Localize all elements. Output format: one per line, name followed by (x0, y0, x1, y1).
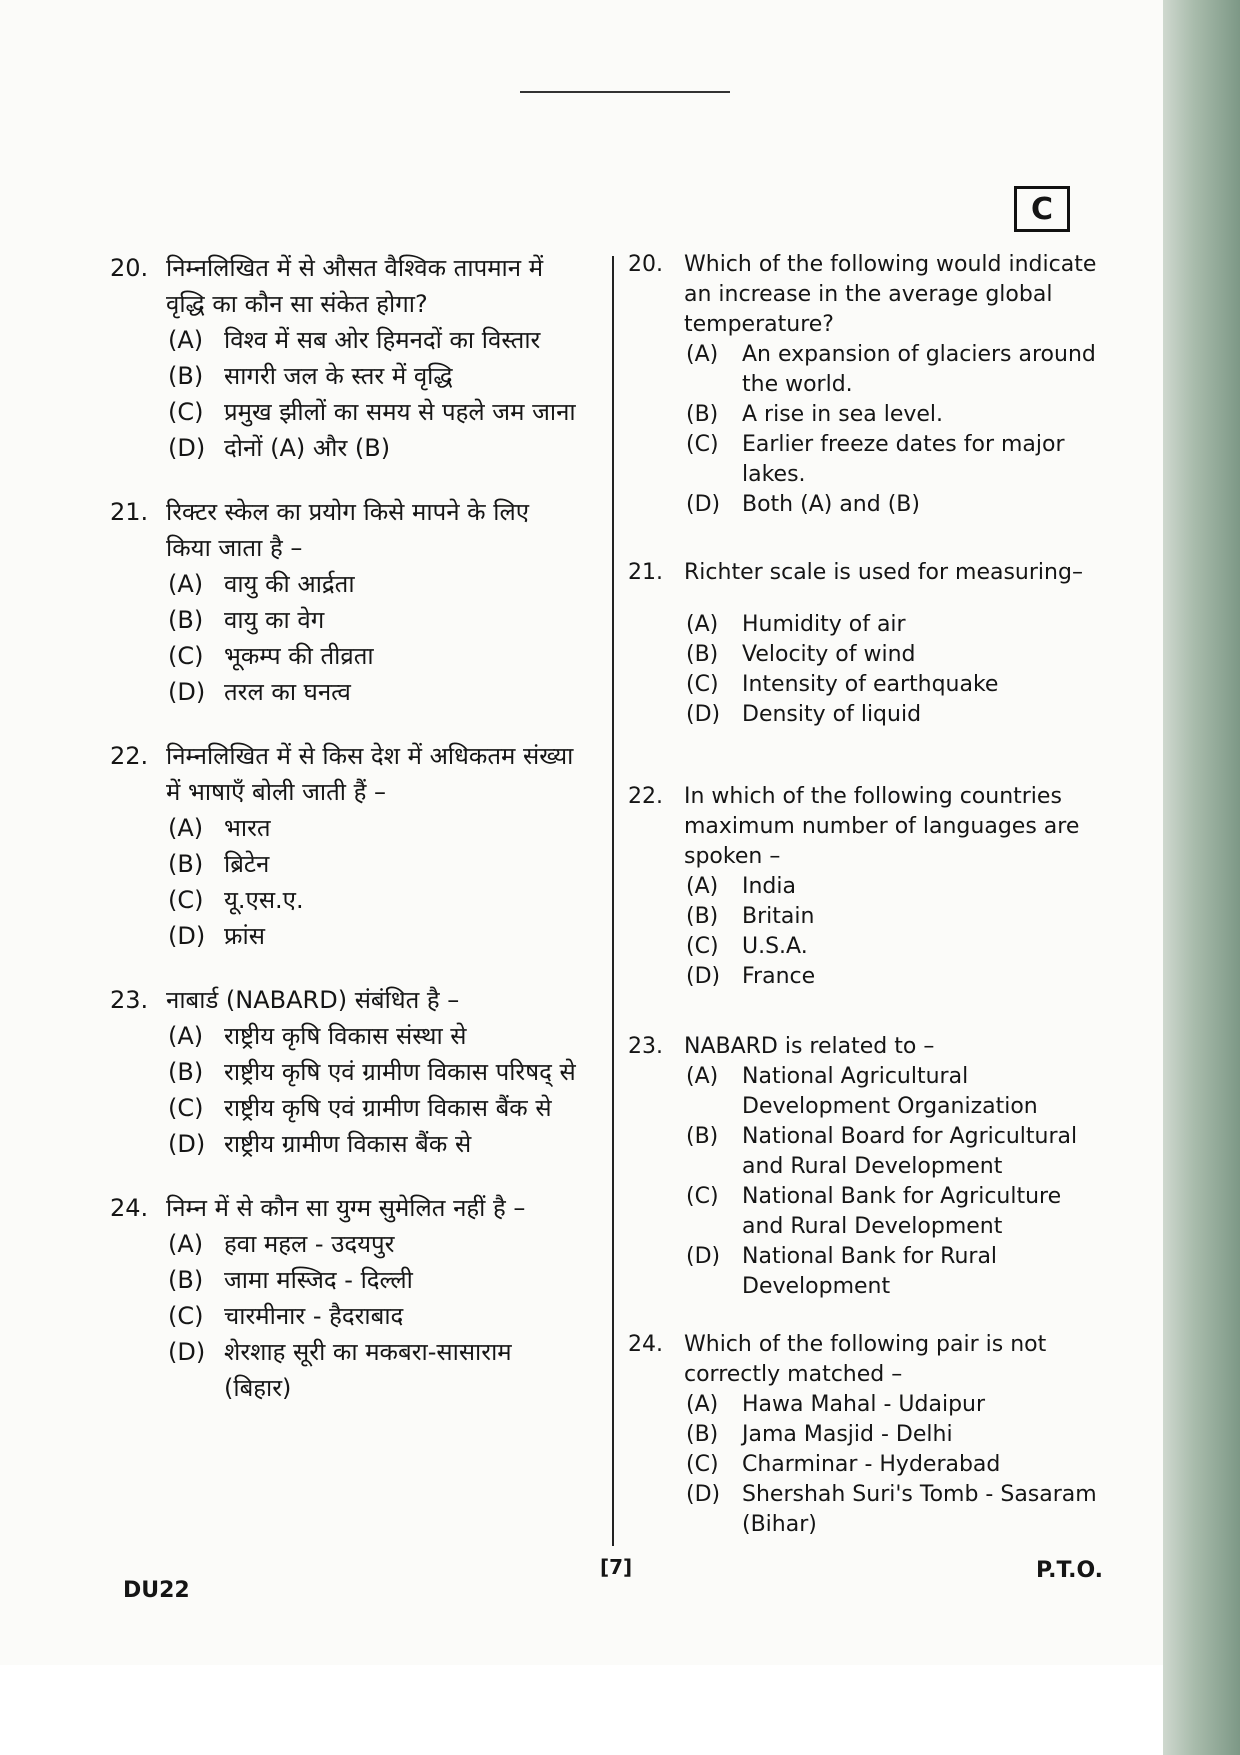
option-d (686, 1242, 1098, 1302)
option-b (168, 846, 580, 882)
option-label: (D) (686, 492, 721, 517)
option-text: राष्ट्रीय कृषि एवं ग्रामीण विकास परिषद् से (224, 1058, 576, 1086)
option-label: (C) (686, 1452, 719, 1477)
option-label: (D) (686, 1244, 721, 1269)
option-c (686, 1450, 1098, 1480)
option-label: (A) (686, 1392, 719, 1417)
option-c (168, 1298, 580, 1334)
option-text: National Bank for Rural Development (742, 1244, 998, 1299)
option-text: Earlier freeze dates for major lakes. (742, 432, 1065, 487)
option-a (168, 566, 580, 602)
option-text: फ्रांस (224, 922, 265, 950)
hindi-question-23 (110, 982, 580, 1162)
english-question-22 (628, 782, 1098, 992)
option-d (168, 1334, 580, 1406)
option-label: (B) (686, 402, 719, 427)
question-number: 22. (628, 784, 663, 809)
question-text: Which of the following would indicate an increase in the average global temperature? (684, 252, 1097, 337)
question-text: Which of the following pair is not correctly matched – (684, 1332, 1047, 1387)
question-text: In which of the following countries maximum number of languages are spoken – (684, 784, 1080, 869)
option-text: राष्ट्रीय कृषि विकास संस्था से (224, 1022, 467, 1050)
option-label: (D) (168, 434, 206, 462)
option-text: जामा मस्जिद - दिल्ली (224, 1266, 413, 1294)
option-label: (D) (168, 922, 206, 950)
question-number: 21. (110, 498, 149, 526)
option-label: (D) (168, 1130, 206, 1158)
option-b (686, 1122, 1098, 1182)
english-question-20 (628, 250, 1098, 520)
option-text: Shershah Suri's Tomb - Sasaram (Bihar) (742, 1482, 1097, 1537)
option-d (686, 1480, 1098, 1540)
option-text: प्रमुख झीलों का समय से पहले जम जाना (224, 398, 576, 426)
question-number: 20. (110, 254, 149, 282)
option-label: (D) (686, 1482, 721, 1507)
top-rule (520, 91, 730, 93)
option-text: शेरशाह सूरी का मकबरा-सासाराम (बिहार) (224, 1338, 512, 1402)
option-text: Britain (742, 904, 815, 929)
option-label: (D) (168, 1338, 206, 1366)
option-b (168, 1262, 580, 1298)
option-c (686, 670, 1098, 700)
option-text: वायु का वेग (224, 606, 325, 634)
option-a (168, 1226, 580, 1262)
option-d (168, 1126, 580, 1162)
option-b (686, 400, 1098, 430)
option-label: (B) (168, 850, 204, 878)
option-d (168, 918, 580, 954)
option-text: Intensity of earthquake (742, 672, 999, 697)
hindi-question-20 (110, 250, 580, 466)
option-b (686, 640, 1098, 670)
option-text: राष्ट्रीय कृषि एवं ग्रामीण विकास बैंक से (224, 1094, 552, 1122)
option-label: (B) (686, 642, 719, 667)
question-number: 20. (628, 252, 663, 277)
option-text: An expansion of glaciers around the world. (742, 342, 1096, 397)
option-text: Humidity of air (742, 612, 906, 637)
option-label: (B) (168, 1266, 204, 1294)
option-text: Jama Masjid - Delhi (742, 1422, 953, 1447)
question-text: निम्न में से कौन सा युग्म सुमेलित नहीं है – (166, 1194, 526, 1222)
option-text: U.S.A. (742, 934, 808, 959)
question-number: 21. (628, 560, 663, 585)
set-code-box: C (1014, 186, 1070, 232)
question-text: नाबार्ड (NABARD) संबंधित है – (166, 986, 460, 1014)
option-c (686, 430, 1098, 490)
option-b (168, 1054, 580, 1090)
option-b (168, 602, 580, 638)
option-label: (D) (168, 678, 206, 706)
english-question-21 (628, 558, 1098, 730)
option-label: (A) (686, 1064, 719, 1089)
option-text: भारत (224, 814, 271, 842)
option-c (168, 882, 580, 918)
question-number: 24. (628, 1332, 663, 1357)
option-text: यू.एस.ए. (224, 886, 304, 914)
option-text: Density of liquid (742, 702, 922, 727)
scan-edge-right (1163, 0, 1240, 1755)
option-text: National Board for Agricultural and Rural Development (742, 1124, 1078, 1179)
option-text: Both (A) and (B) (742, 492, 920, 517)
hindi-question-21 (110, 494, 580, 710)
option-label: (A) (168, 1022, 204, 1050)
option-text: A rise in sea level. (742, 402, 944, 427)
option-a (686, 1390, 1098, 1420)
option-label: (C) (168, 398, 204, 426)
option-text: Charminar - Hyderabad (742, 1452, 1001, 1477)
option-a (686, 610, 1098, 640)
question-text: निम्नलिखित में से किस देश में अधिकतम संख्या में भाषाएँ बोली जाती हैं – (166, 742, 574, 806)
english-column (628, 250, 1098, 1540)
option-text: वायु की आर्द्रता (224, 570, 355, 598)
english-question-23 (628, 1032, 1098, 1302)
hindi-column (110, 250, 580, 1406)
column-divider (612, 256, 614, 1546)
booklet-code: DU22 (123, 1578, 190, 1603)
option-a (168, 1018, 580, 1054)
option-label: (A) (168, 326, 204, 354)
hindi-question-24 (110, 1190, 580, 1406)
question-number: 22. (110, 742, 149, 770)
option-c (686, 932, 1098, 962)
english-question-24 (628, 1330, 1098, 1540)
option-a (686, 1062, 1098, 1122)
question-text: रिक्टर स्केल का प्रयोग किसे मापने के लिए किया जाता है – (166, 498, 530, 562)
question-text: Richter scale is used for measuring– (684, 560, 1083, 585)
option-label: (A) (686, 612, 719, 637)
option-text: चारमीनार - हैदराबाद (224, 1302, 404, 1330)
option-d (686, 962, 1098, 992)
option-label: (C) (686, 1184, 719, 1209)
option-c (168, 1090, 580, 1126)
option-label: (B) (686, 1124, 719, 1149)
option-label: (B) (686, 1422, 719, 1447)
option-c (686, 1182, 1098, 1242)
option-label: (B) (168, 362, 204, 390)
option-label: (A) (686, 874, 719, 899)
question-number: 23. (628, 1034, 663, 1059)
question-text: NABARD is related to – (684, 1034, 935, 1059)
option-label: (A) (168, 570, 204, 598)
question-number: 23. (110, 986, 149, 1014)
option-label: (C) (168, 886, 204, 914)
hindi-question-22 (110, 738, 580, 954)
option-b (686, 1420, 1098, 1450)
option-d (168, 674, 580, 710)
option-text: विश्व में सब ओर हिमनदों का विस्तार (224, 326, 541, 354)
option-text: हवा महल - उदयपुर (224, 1230, 395, 1258)
option-text: ब्रिटेन (224, 850, 270, 878)
page-number: [7] (600, 1555, 633, 1579)
option-label: (A) (168, 814, 204, 842)
option-label: (D) (686, 964, 721, 989)
question-number: 24. (110, 1194, 149, 1222)
option-text: India (742, 874, 796, 899)
option-label: (C) (686, 672, 719, 697)
option-text: Velocity of wind (742, 642, 916, 667)
option-a (686, 872, 1098, 902)
option-text: भूकम्प की तीव्रता (224, 642, 374, 670)
option-a (686, 340, 1098, 400)
option-label: (C) (686, 432, 719, 457)
option-c (168, 394, 580, 430)
option-label: (D) (686, 702, 721, 727)
option-text: Hawa Mahal - Udaipur (742, 1392, 986, 1417)
option-text: France (742, 964, 816, 989)
option-label: (B) (168, 606, 204, 634)
option-text: राष्ट्रीय ग्रामीण विकास बैंक से (224, 1130, 472, 1158)
option-c (168, 638, 580, 674)
option-d (168, 430, 580, 466)
option-label: (B) (168, 1058, 204, 1086)
option-text: तरल का घनत्व (224, 678, 351, 706)
option-text: दोनों (A) और (B) (224, 434, 391, 462)
pto-label: P.T.O. (1036, 1558, 1104, 1583)
option-text: National Bank for Agriculture and Rural Development (742, 1184, 1062, 1239)
option-d (686, 490, 1098, 520)
option-text: National Agricultural Development Organization (742, 1064, 1038, 1119)
option-d (686, 700, 1098, 730)
option-text: सागरी जल के स्तर में वृद्धि (224, 362, 453, 390)
option-label: (B) (686, 904, 719, 929)
option-label: (C) (168, 1302, 204, 1330)
option-label: (C) (168, 642, 204, 670)
option-label: (C) (168, 1094, 204, 1122)
option-label: (C) (686, 934, 719, 959)
option-label: (A) (686, 342, 719, 367)
option-b (686, 902, 1098, 932)
question-text: निम्नलिखित में से औसत वैश्विक तापमान में वृद्धि का कौन सा संकेत होगा? (166, 254, 544, 318)
option-label: (A) (168, 1230, 204, 1258)
option-a (168, 322, 580, 358)
option-b (168, 358, 580, 394)
option-a (168, 810, 580, 846)
